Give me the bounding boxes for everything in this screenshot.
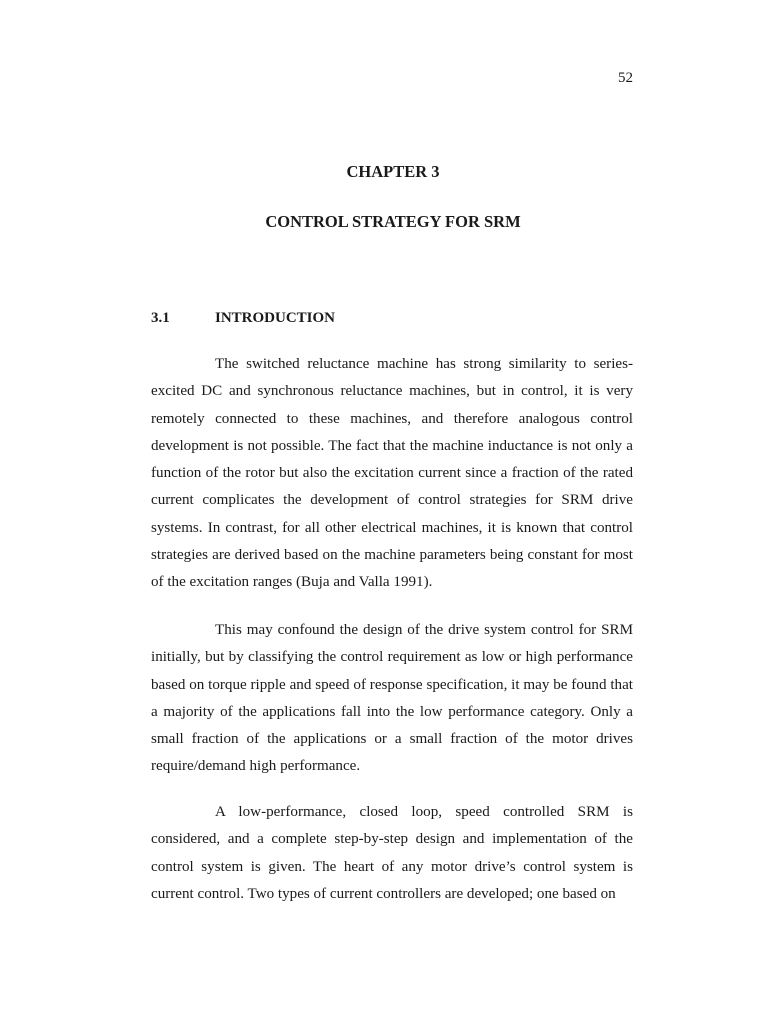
section-heading xyxy=(151,310,633,327)
page-number: 52 xyxy=(618,70,633,86)
chapter-title: CONTROL STRATEGY FOR SRM xyxy=(265,212,521,231)
section-title: INTRODUCTION xyxy=(215,310,336,326)
paragraph-3 xyxy=(151,799,633,908)
paragraph-text: This may confound the design of the drive system control for SRM initially, but by classifying the control requirement as low or high performance based on torque ripple and speed of response specification, it may be found that a majority of the applications fall into the low performance category. Only a small fraction of the applications or a small fraction of the motor drives require/demand high performance. xyxy=(151,622,633,775)
section-number: 3.1 xyxy=(151,310,170,326)
paragraph-2 xyxy=(151,617,633,781)
paragraph-text: The switched reluctance machine has strong similarity to series-excited DC and synchronous reluctance machines, but in control, it is very remotely connected to these machines, and therefore analogous control development is not possible. The fact that the machine inductance is not only a function of the rotor but also the excitation current since a fraction of the rated current complicates the development of control strategies for SRM drive systems. In contrast, for all other electrical machines, it is known that control strategies are derived based on the machine parameters being constant for most of the excitation ranges (Buja and Valla 1991). xyxy=(151,356,633,591)
paragraph-1 xyxy=(151,351,633,597)
chapter-heading: CHAPTER 3 xyxy=(346,162,440,181)
paragraph-text: A low-performance, closed loop, speed controlled SRM is considered, and a complete step-by-step design and implementation of the control system is given. The heart of any motor drive’s control system is current control. Two types of current controllers are developed; one based on xyxy=(151,804,633,902)
